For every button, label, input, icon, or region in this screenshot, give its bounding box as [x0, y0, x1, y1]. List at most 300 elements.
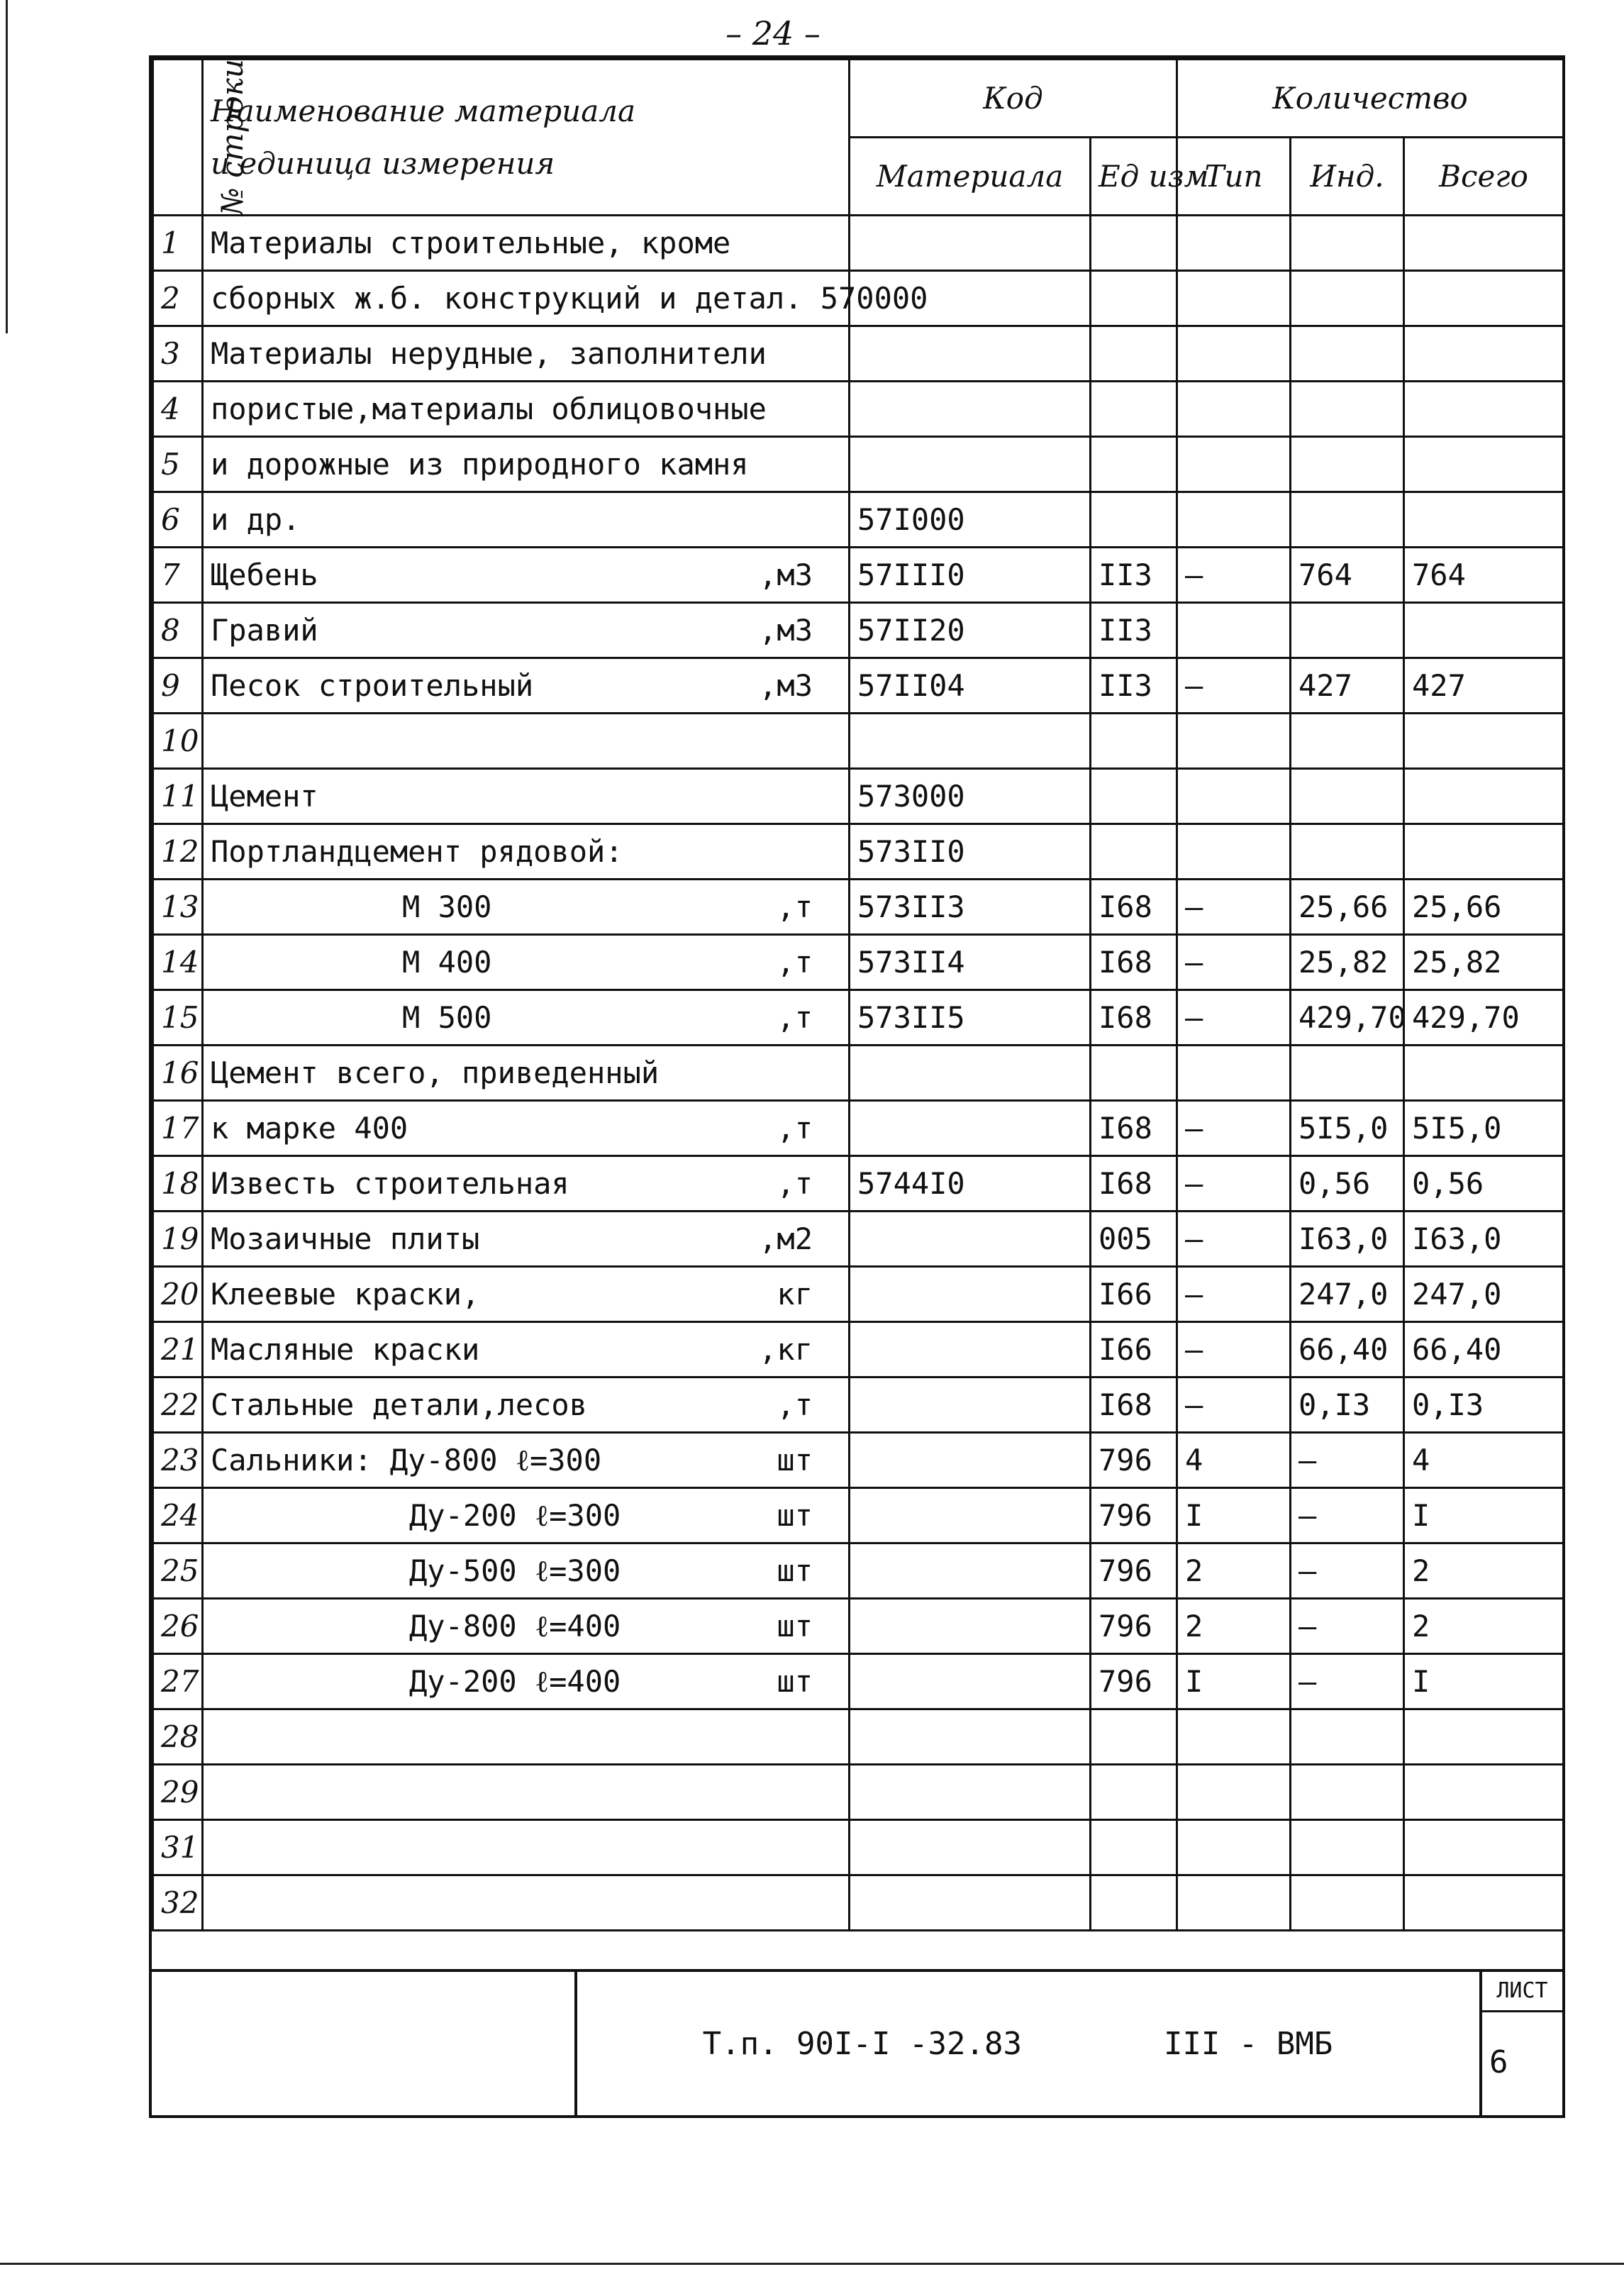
row-number: 24 — [153, 1488, 203, 1543]
material-name-cell — [203, 326, 850, 382]
row-number: 32 — [153, 1875, 203, 1931]
qty-type — [1177, 271, 1291, 326]
qty-type: 2 — [1177, 1543, 1291, 1599]
table-row — [153, 1820, 1564, 1875]
table-row — [153, 769, 1564, 824]
material-name-cell — [203, 1156, 850, 1212]
material-name: М 300 — [402, 889, 492, 924]
unit-code: 005 — [1091, 1212, 1177, 1267]
table-row — [153, 326, 1564, 382]
table-row — [153, 382, 1564, 437]
material-code — [850, 1875, 1091, 1931]
qty-ind — [1291, 326, 1404, 382]
qty-ind — [1291, 216, 1404, 271]
material-name-cell — [203, 492, 850, 548]
material-name: Масляные краски — [211, 1332, 480, 1367]
qty-total — [1404, 714, 1564, 769]
qty-total: 0,I3 — [1404, 1377, 1564, 1433]
material-name-cell — [203, 271, 928, 326]
material-code — [850, 1046, 1091, 1101]
material-name-wrap — [211, 1166, 841, 1201]
material-name-cell — [203, 990, 850, 1046]
qty-total — [1404, 216, 1564, 271]
table-body — [153, 216, 1564, 1931]
qty-type — [1177, 216, 1291, 271]
material-name-wrap — [211, 1111, 841, 1146]
qty-type — [1177, 1820, 1291, 1875]
title-block — [152, 1969, 1562, 2115]
qty-type: – — [1177, 1322, 1291, 1377]
table-row — [153, 437, 1564, 492]
qty-total — [1404, 1046, 1564, 1101]
table-row — [153, 548, 1564, 603]
table-row — [153, 990, 1564, 1046]
qty-type: – — [1177, 548, 1291, 603]
qty-ind: 25,82 — [1291, 935, 1404, 990]
document-section: III - ВМБ — [1163, 2025, 1333, 2062]
table-row — [153, 271, 1564, 326]
unit-code: 796 — [1091, 1433, 1177, 1488]
material-name: Сальники: Ду-800 ℓ=300 — [211, 1442, 602, 1478]
material-name-wrap — [211, 1553, 841, 1589]
row-number: 13 — [153, 880, 203, 935]
material-code — [850, 714, 1091, 769]
unit-code: I66 — [1091, 1267, 1177, 1322]
material-name: М 400 — [402, 945, 492, 980]
header-code: Код — [850, 60, 1177, 138]
qty-total: I — [1404, 1654, 1564, 1709]
material-name-cell — [203, 1709, 850, 1765]
material-name: Известь строительная — [211, 1166, 569, 1201]
material-name: и дорожные из природного камня — [211, 447, 749, 482]
qty-total: 2 — [1404, 1599, 1564, 1654]
material-code — [850, 1654, 1091, 1709]
table-row — [153, 824, 1564, 880]
unit-of-measure: ,т — [777, 1111, 813, 1146]
table-row — [153, 1543, 1564, 1599]
qty-total: 5I5,0 — [1404, 1101, 1564, 1156]
unit-code: II3 — [1091, 603, 1177, 658]
material-name: Ду-500 ℓ=300 — [409, 1553, 621, 1588]
material-name-wrap — [211, 1277, 841, 1312]
qty-total — [1404, 437, 1564, 492]
qty-ind — [1291, 1820, 1404, 1875]
material-name: Песок строительный — [211, 668, 534, 703]
unit-of-measure: ,м2 — [759, 1221, 813, 1256]
qty-total — [1404, 382, 1564, 437]
material-name-cell — [203, 658, 850, 714]
qty-ind — [1291, 1046, 1404, 1101]
unit-code: 796 — [1091, 1599, 1177, 1654]
qty-total — [1404, 769, 1564, 824]
material-name-wrap — [211, 281, 928, 316]
material-name: М 500 — [402, 1000, 492, 1035]
qty-type: 4 — [1177, 1433, 1291, 1488]
material-name-wrap — [211, 392, 841, 426]
unit-of-measure: ,м3 — [759, 668, 813, 703]
header-qty-total: Всего — [1404, 138, 1564, 216]
material-name: Материалы нерудные, заполнители — [211, 336, 767, 371]
material-code — [850, 437, 1091, 492]
table-row — [153, 1377, 1564, 1433]
qty-total: 247,0 — [1404, 1267, 1564, 1322]
row-number: 11 — [153, 769, 203, 824]
qty-ind — [1291, 714, 1404, 769]
qty-ind — [1291, 603, 1404, 658]
material-name-wrap — [211, 502, 841, 537]
qty-type — [1177, 1875, 1291, 1931]
table-row — [153, 880, 1564, 935]
material-name-cell — [203, 1875, 850, 1931]
row-number: 25 — [153, 1543, 203, 1599]
qty-ind: 0,56 — [1291, 1156, 1404, 1212]
header-qty-ind: Инд. — [1291, 138, 1404, 216]
material-name-cell — [203, 769, 850, 824]
unit-code — [1091, 714, 1177, 769]
qty-total: 66,40 — [1404, 1322, 1564, 1377]
row-number: 29 — [153, 1765, 203, 1820]
table-row — [153, 1046, 1564, 1101]
material-name-cell — [203, 1046, 850, 1101]
unit-code: 796 — [1091, 1543, 1177, 1599]
unit-of-measure: ,т — [777, 945, 813, 980]
material-code — [850, 1433, 1091, 1488]
qty-total — [1404, 1875, 1564, 1931]
margin-line — [6, 0, 8, 333]
table-row — [153, 1212, 1564, 1267]
material-name: к марке 400 — [211, 1111, 408, 1146]
material-name-wrap — [211, 226, 841, 260]
material-name-cell — [203, 437, 850, 492]
qty-ind — [1291, 824, 1404, 880]
qty-ind: 427 — [1291, 658, 1404, 714]
qty-type: 2 — [1177, 1599, 1291, 1654]
row-number: 18 — [153, 1156, 203, 1212]
material-name: Щебень — [211, 558, 318, 592]
material-name: и др. — [211, 502, 301, 537]
material-code: 573II5 — [850, 990, 1091, 1046]
material-name-cell — [203, 1765, 850, 1820]
qty-type — [1177, 824, 1291, 880]
qty-ind: 66,40 — [1291, 1322, 1404, 1377]
qty-type: I — [1177, 1488, 1291, 1543]
material-name-wrap — [211, 834, 841, 869]
unit-code: I68 — [1091, 880, 1177, 935]
material-name-cell — [203, 935, 850, 990]
row-number: 8 — [153, 603, 203, 658]
header-row-number: № строки — [153, 60, 203, 216]
unit-code — [1091, 824, 1177, 880]
row-number: 22 — [153, 1377, 203, 1433]
row-number: 2 — [153, 271, 203, 326]
material-name: Цемент — [211, 779, 318, 814]
qty-type — [1177, 1046, 1291, 1101]
row-number: 17 — [153, 1101, 203, 1156]
material-name: сборных ж.б. конструкций и детал. 570000 — [211, 281, 928, 316]
material-name-wrap — [211, 1609, 841, 1644]
unit-of-measure: ,т — [777, 1166, 813, 1201]
qty-total — [1404, 1765, 1564, 1820]
qty-ind: 247,0 — [1291, 1267, 1404, 1322]
qty-type — [1177, 382, 1291, 437]
material-code — [850, 1267, 1091, 1322]
material-name: Стальные детали,лесов — [211, 1387, 588, 1422]
unit-of-measure: шт — [777, 1498, 813, 1533]
material-name-wrap — [211, 945, 841, 980]
material-name-cell — [203, 603, 850, 658]
material-name-cell — [203, 1433, 850, 1488]
material-name: Портландцемент рядовой: — [211, 834, 623, 869]
table-row — [153, 492, 1564, 548]
qty-ind — [1291, 1875, 1404, 1931]
qty-type: I — [1177, 1654, 1291, 1709]
material-name-cell — [203, 1212, 850, 1267]
qty-type — [1177, 1765, 1291, 1820]
unit-code — [1091, 1765, 1177, 1820]
unit-of-measure: шт — [777, 1443, 813, 1478]
material-code: 57II04 — [850, 658, 1091, 714]
table-row — [153, 1599, 1564, 1654]
unit-code: I66 — [1091, 1322, 1177, 1377]
material-name: Гравий — [211, 613, 318, 648]
material-code: 57I000 — [850, 492, 1091, 548]
unit-code — [1091, 492, 1177, 548]
material-name: Материалы строительные, кроме — [211, 226, 731, 260]
unit-of-measure: ,т — [777, 1387, 813, 1422]
bottom-border-line — [0, 2263, 1624, 2265]
qty-ind: 5I5,0 — [1291, 1101, 1404, 1156]
material-code: 57III0 — [850, 548, 1091, 603]
material-name: Ду-800 ℓ=400 — [409, 1608, 621, 1643]
row-number: 5 — [153, 437, 203, 492]
unit-code — [1091, 1875, 1177, 1931]
unit-code — [1091, 216, 1177, 271]
row-number: 20 — [153, 1267, 203, 1322]
row-number: 28 — [153, 1709, 203, 1765]
qty-total — [1404, 326, 1564, 382]
title-block-right — [1479, 1972, 1562, 2115]
header-code-unit: Ед изм — [1091, 138, 1177, 216]
material-name-cell — [203, 1322, 850, 1377]
unit-code — [1091, 1046, 1177, 1101]
material-name: Ду-200 ℓ=400 — [409, 1663, 621, 1699]
qty-type: – — [1177, 1377, 1291, 1433]
unit-of-measure: ,т — [777, 889, 813, 924]
qty-total — [1404, 1709, 1564, 1765]
sheet-label: ЛИСТ — [1482, 1972, 1562, 2012]
table-row — [153, 1709, 1564, 1765]
material-name-wrap — [211, 1332, 841, 1367]
qty-ind: – — [1291, 1543, 1404, 1599]
qty-total: 0,56 — [1404, 1156, 1564, 1212]
unit-code: I68 — [1091, 990, 1177, 1046]
table-row — [153, 1765, 1564, 1820]
qty-ind — [1291, 271, 1404, 326]
qty-type: – — [1177, 658, 1291, 714]
qty-type — [1177, 326, 1291, 382]
qty-ind — [1291, 492, 1404, 548]
unit-of-measure: ,м3 — [759, 558, 813, 592]
qty-total — [1404, 603, 1564, 658]
sheet-number: 6 — [1489, 2044, 1508, 2080]
material-name-wrap — [211, 1498, 841, 1534]
qty-type — [1177, 603, 1291, 658]
table-row — [153, 1433, 1564, 1488]
unit-code: I68 — [1091, 1101, 1177, 1156]
unit-code: II3 — [1091, 658, 1177, 714]
material-name-wrap — [211, 447, 841, 482]
qty-ind: – — [1291, 1488, 1404, 1543]
material-name-cell — [203, 1377, 850, 1433]
qty-type — [1177, 437, 1291, 492]
unit-code: I68 — [1091, 1377, 1177, 1433]
specification-sheet — [149, 55, 1565, 2118]
material-name: пористые,материалы облицовочные — [211, 392, 767, 426]
table-row — [153, 603, 1564, 658]
table-row — [153, 1654, 1564, 1709]
row-number: 31 — [153, 1820, 203, 1875]
material-name-cell — [203, 1820, 850, 1875]
unit-code — [1091, 437, 1177, 492]
material-name-wrap — [211, 1387, 841, 1422]
qty-type: – — [1177, 1156, 1291, 1212]
unit-of-measure: кг — [777, 1277, 813, 1312]
qty-total: 427 — [1404, 658, 1564, 714]
header-qty-type: Тип — [1177, 138, 1291, 216]
qty-total — [1404, 824, 1564, 880]
page-number: – 24 – — [725, 14, 821, 52]
row-number: 16 — [153, 1046, 203, 1101]
material-name-cell — [203, 548, 850, 603]
qty-type — [1177, 1709, 1291, 1765]
qty-type — [1177, 769, 1291, 824]
material-name: Мозаичные плиты — [211, 1221, 480, 1256]
unit-code — [1091, 1820, 1177, 1875]
row-number: 23 — [153, 1433, 203, 1488]
materials-table — [152, 58, 1564, 1931]
material-name-cell — [203, 1543, 850, 1599]
material-name: Клеевые краски, — [211, 1277, 480, 1312]
material-name-cell — [203, 824, 850, 880]
qty-ind — [1291, 382, 1404, 437]
row-number: 7 — [153, 548, 203, 603]
table-row — [153, 1488, 1564, 1543]
qty-type: – — [1177, 880, 1291, 935]
qty-total: 4 — [1404, 1433, 1564, 1488]
unit-code: 796 — [1091, 1654, 1177, 1709]
unit-of-measure: ,кг — [759, 1332, 813, 1367]
qty-ind: 429,70 — [1291, 990, 1404, 1046]
material-name-wrap — [211, 613, 841, 648]
material-code — [850, 216, 1091, 271]
material-code: 5744I0 — [850, 1156, 1091, 1212]
material-code — [850, 1820, 1091, 1875]
unit-code: 796 — [1091, 1488, 1177, 1543]
material-name-wrap — [211, 1000, 841, 1035]
material-code — [850, 1709, 1091, 1765]
row-number: 9 — [153, 658, 203, 714]
unit-code — [1091, 769, 1177, 824]
material-name-wrap — [211, 889, 841, 924]
material-name-cell — [203, 1654, 850, 1709]
row-number: 21 — [153, 1322, 203, 1377]
header-name-line2: и единица измерения — [211, 145, 555, 181]
row-number: 12 — [153, 824, 203, 880]
unit-of-measure: ,м3 — [759, 613, 813, 648]
table-row — [153, 1875, 1564, 1931]
row-number: 19 — [153, 1212, 203, 1267]
row-number: 6 — [153, 492, 203, 548]
material-code — [850, 1377, 1091, 1433]
material-name-wrap — [211, 558, 841, 592]
material-name: Ду-200 ℓ=300 — [409, 1497, 621, 1533]
qty-total: 2 — [1404, 1543, 1564, 1599]
qty-ind: 764 — [1291, 548, 1404, 603]
qty-ind — [1291, 437, 1404, 492]
qty-total: 764 — [1404, 548, 1564, 603]
qty-type: – — [1177, 1212, 1291, 1267]
header-name — [203, 60, 850, 216]
unit-code — [1091, 382, 1177, 437]
material-code — [850, 1599, 1091, 1654]
material-code: 573II0 — [850, 824, 1091, 880]
qty-ind: 25,66 — [1291, 880, 1404, 935]
material-name-cell — [203, 1267, 850, 1322]
qty-total: 429,70 — [1404, 990, 1564, 1046]
unit-of-measure: шт — [777, 1664, 813, 1699]
material-code: 573II3 — [850, 880, 1091, 935]
unit-code — [1091, 326, 1177, 382]
qty-ind: – — [1291, 1654, 1404, 1709]
material-code — [850, 1765, 1091, 1820]
table-row — [153, 1322, 1564, 1377]
header-name-line1: Наименование материала — [211, 93, 636, 128]
material-name-cell — [203, 880, 850, 935]
table-row — [153, 658, 1564, 714]
material-code — [850, 382, 1091, 437]
material-code — [850, 326, 1091, 382]
qty-total: I — [1404, 1488, 1564, 1543]
unit-of-measure: шт — [777, 1609, 813, 1643]
unit-code: II3 — [1091, 548, 1177, 603]
material-code — [850, 1543, 1091, 1599]
qty-total — [1404, 1820, 1564, 1875]
qty-type: – — [1177, 1267, 1291, 1322]
qty-type — [1177, 492, 1291, 548]
qty-ind: – — [1291, 1599, 1404, 1654]
document-code: Т.п. 90I-I -32.83 — [702, 2025, 1022, 2062]
qty-total: 25,66 — [1404, 880, 1564, 935]
qty-ind — [1291, 769, 1404, 824]
unit-of-measure: ,т — [777, 1000, 813, 1035]
table-row — [153, 1267, 1564, 1322]
material-name-cell — [203, 714, 850, 769]
qty-ind: I63,0 — [1291, 1212, 1404, 1267]
material-name-cell — [203, 1101, 850, 1156]
table-row — [153, 935, 1564, 990]
header-code-material: Материала — [850, 138, 1091, 216]
header-quantity: Количество — [1177, 60, 1564, 138]
unit-code: I68 — [1091, 935, 1177, 990]
material-code — [850, 1488, 1091, 1543]
material-name: Цемент всего, приведенный — [211, 1055, 660, 1090]
material-name-wrap — [211, 779, 841, 814]
row-number: 10 — [153, 714, 203, 769]
qty-total: 25,82 — [1404, 935, 1564, 990]
qty-total — [1404, 492, 1564, 548]
row-number: 15 — [153, 990, 203, 1046]
material-name-cell — [203, 1488, 850, 1543]
